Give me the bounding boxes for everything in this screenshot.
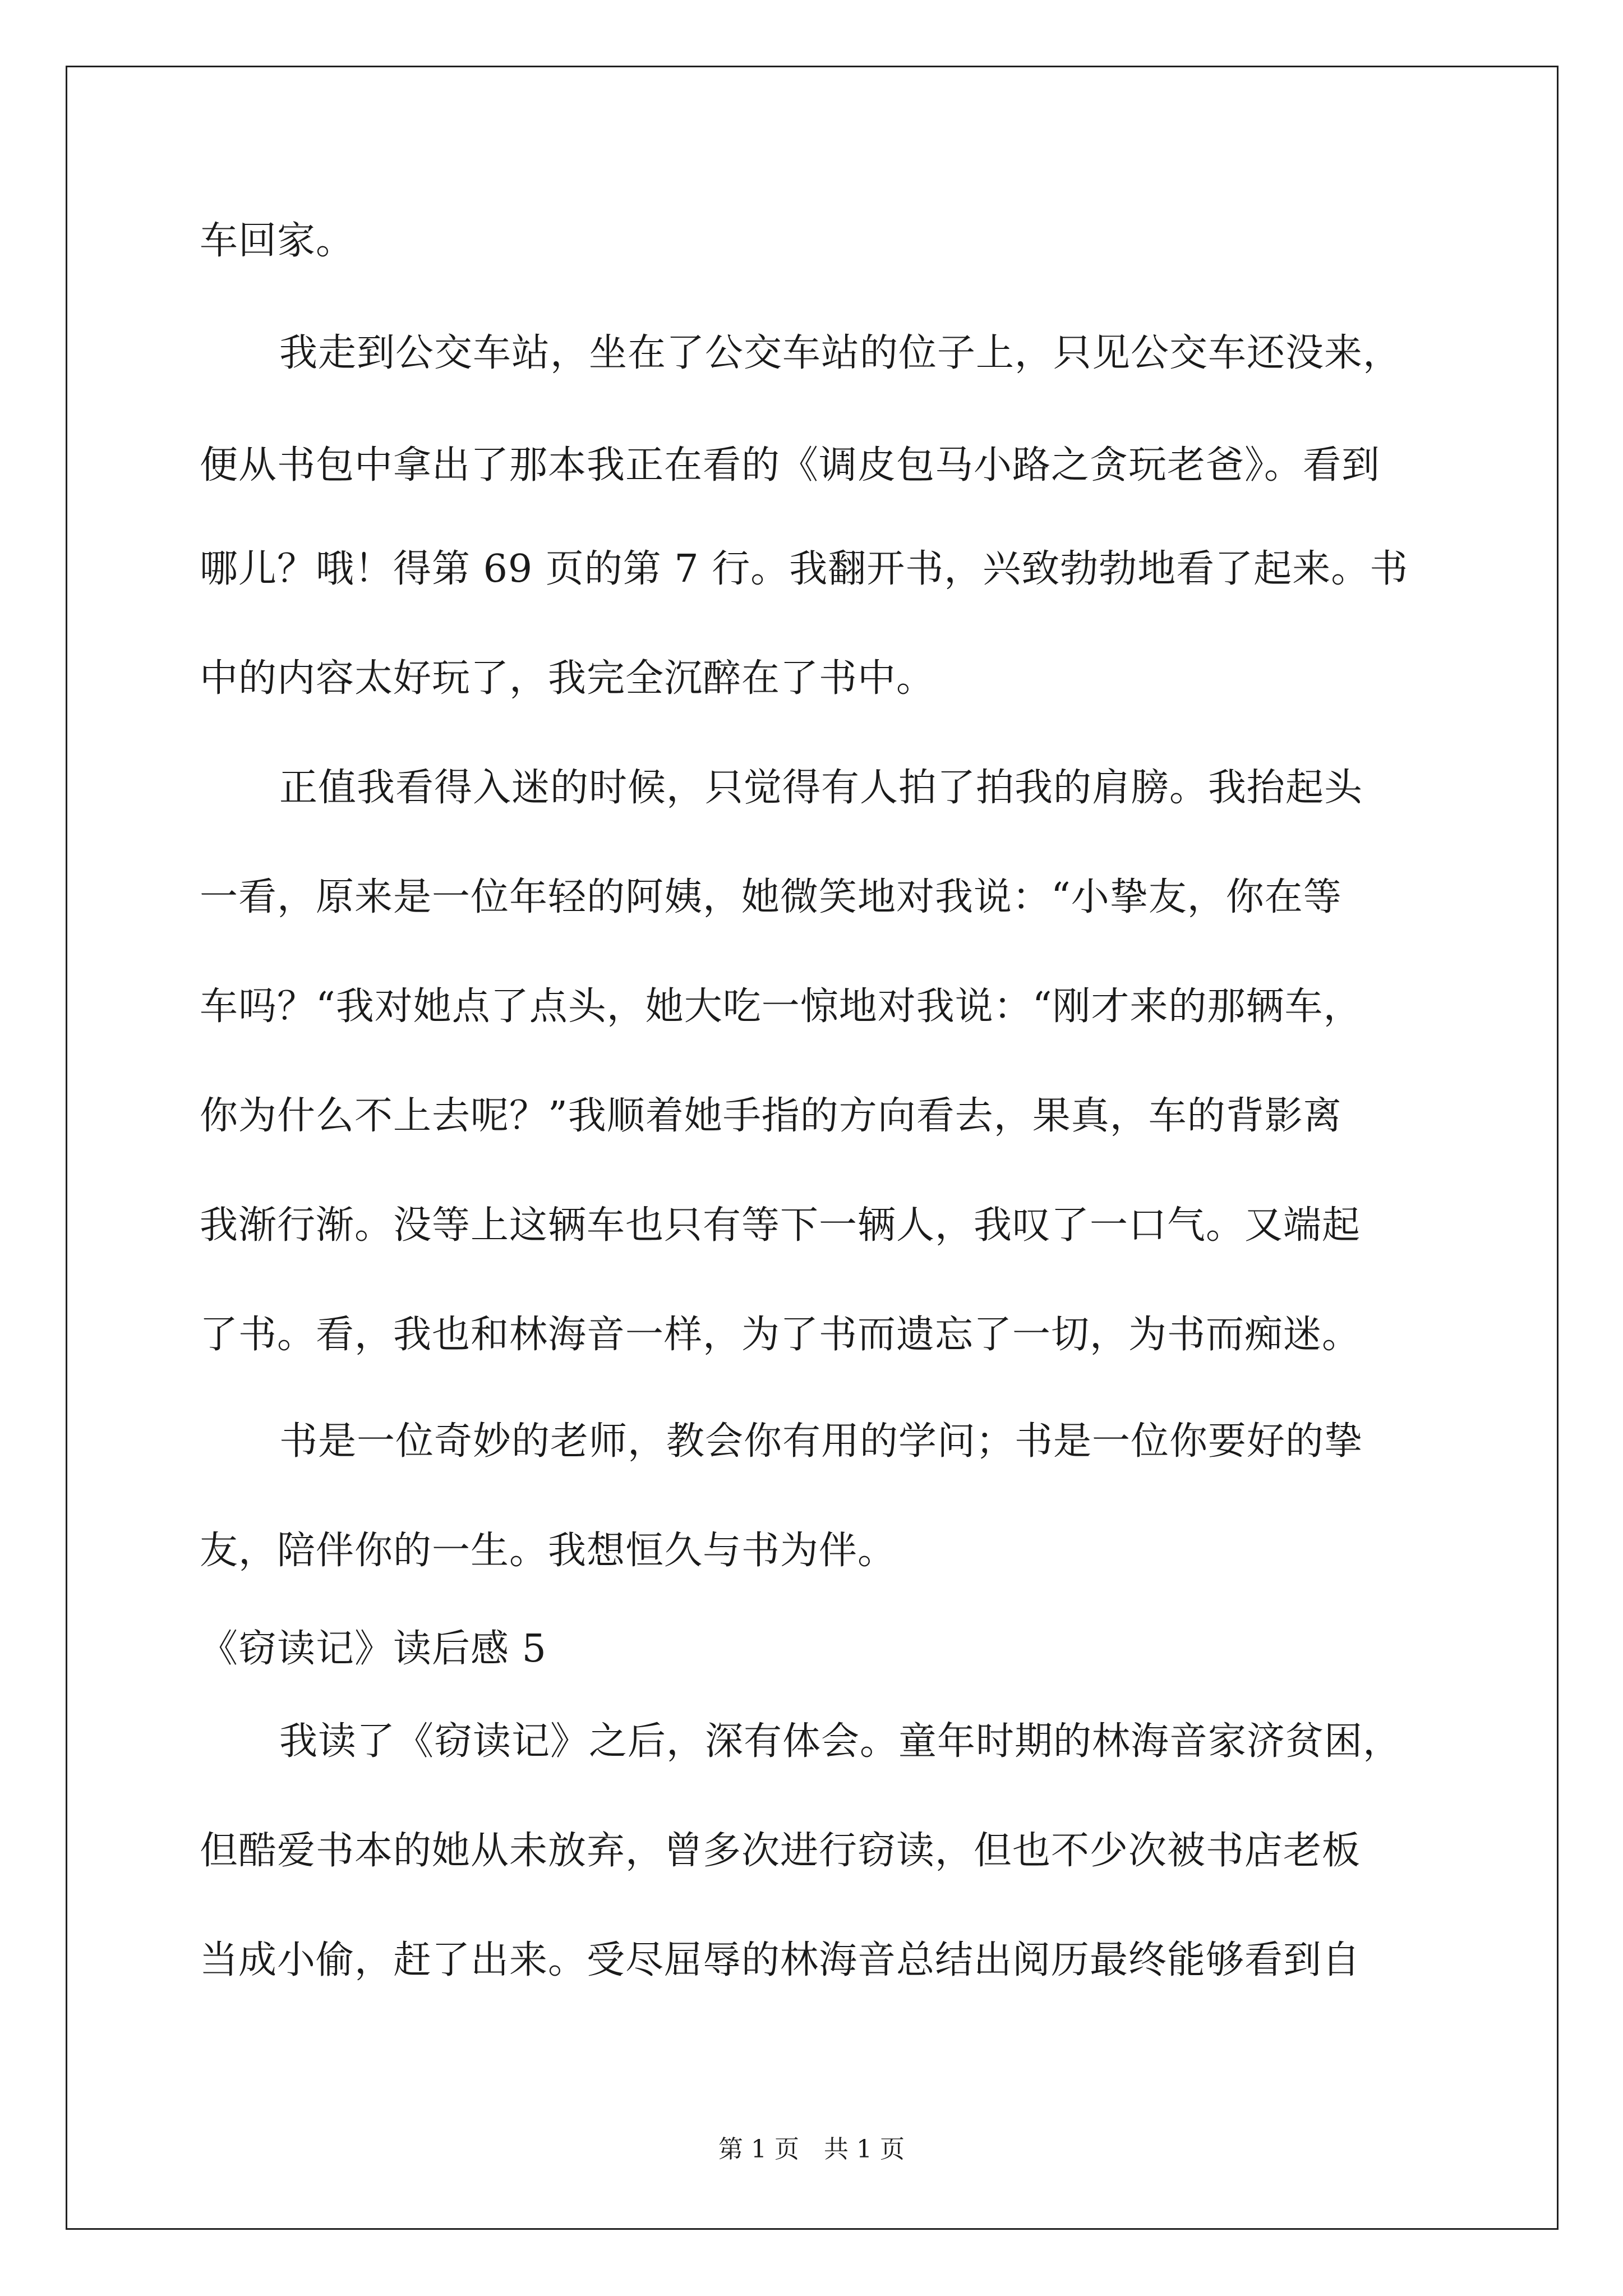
page-border bbox=[66, 66, 1559, 2230]
text-line: 我读了《窃读记》之后，深有体会。童年时期的林海音家济贫困， bbox=[279, 1719, 1402, 1764]
text-line: 正值我看得入迷的时候，只觉得有人拍了拍我的肩膀。我抬起头 bbox=[279, 766, 1363, 810]
text-line: 我渐行渐。没等上这辆车也只有等下一辆人，我叹了一口气。又端起 bbox=[200, 1203, 1361, 1248]
text-line: 中的内容太好玩了，我完全沉醉在了书中。 bbox=[200, 656, 935, 701]
text-line: 车回家。 bbox=[200, 219, 355, 263]
text-line: 当成小偷，赶了出来。受尽屈辱的林海音总结出阅历最终能够看到自 bbox=[200, 1938, 1361, 1982]
text-line: 车吗？“我对她点了点头，她大吃一惊地对我说：“刚才来的那辆车， bbox=[200, 984, 1362, 1029]
text-line: 但酷爱书本的她从未放弃，曾多次进行窃读，但也不少次被书店老板 bbox=[200, 1829, 1361, 1873]
text-line: 友，陪伴你的一生。我想恒久与书为伴。 bbox=[200, 1529, 897, 1573]
page-footer: 第 1 页 共 1 页 bbox=[718, 2135, 905, 2164]
text-line: 哪儿？哦！得第 69 页的第 7 行。我翻开书，兴致勃勃地看了起来。书 bbox=[200, 547, 1409, 591]
text-line: 了书。看，我也和林海音一样，为了书而遗忘了一切，为书而痴迷。 bbox=[200, 1313, 1361, 1357]
text-line: 书是一位奇妙的老师，教会你有用的学问；书是一位你要好的挚 bbox=[279, 1419, 1363, 1464]
text-line: 便从书包中拿出了那本我正在看的《调皮包马小路之贪玩老爸》。看到 bbox=[200, 443, 1381, 487]
section-heading: 《窃读记》读后感 5 bbox=[200, 1627, 547, 1671]
text-line: 你为什么不上去呢？”我顺着她手指的方向看去，果真，车的背影离 bbox=[200, 1094, 1342, 1138]
text-line: 一看，原来是一位年轻的阿姨，她微笑地对我说：“小挚友，你在等 bbox=[200, 875, 1342, 919]
text-line: 我走到公交车站，坐在了公交车站的位子上，只见公交车还没来， bbox=[279, 331, 1402, 375]
